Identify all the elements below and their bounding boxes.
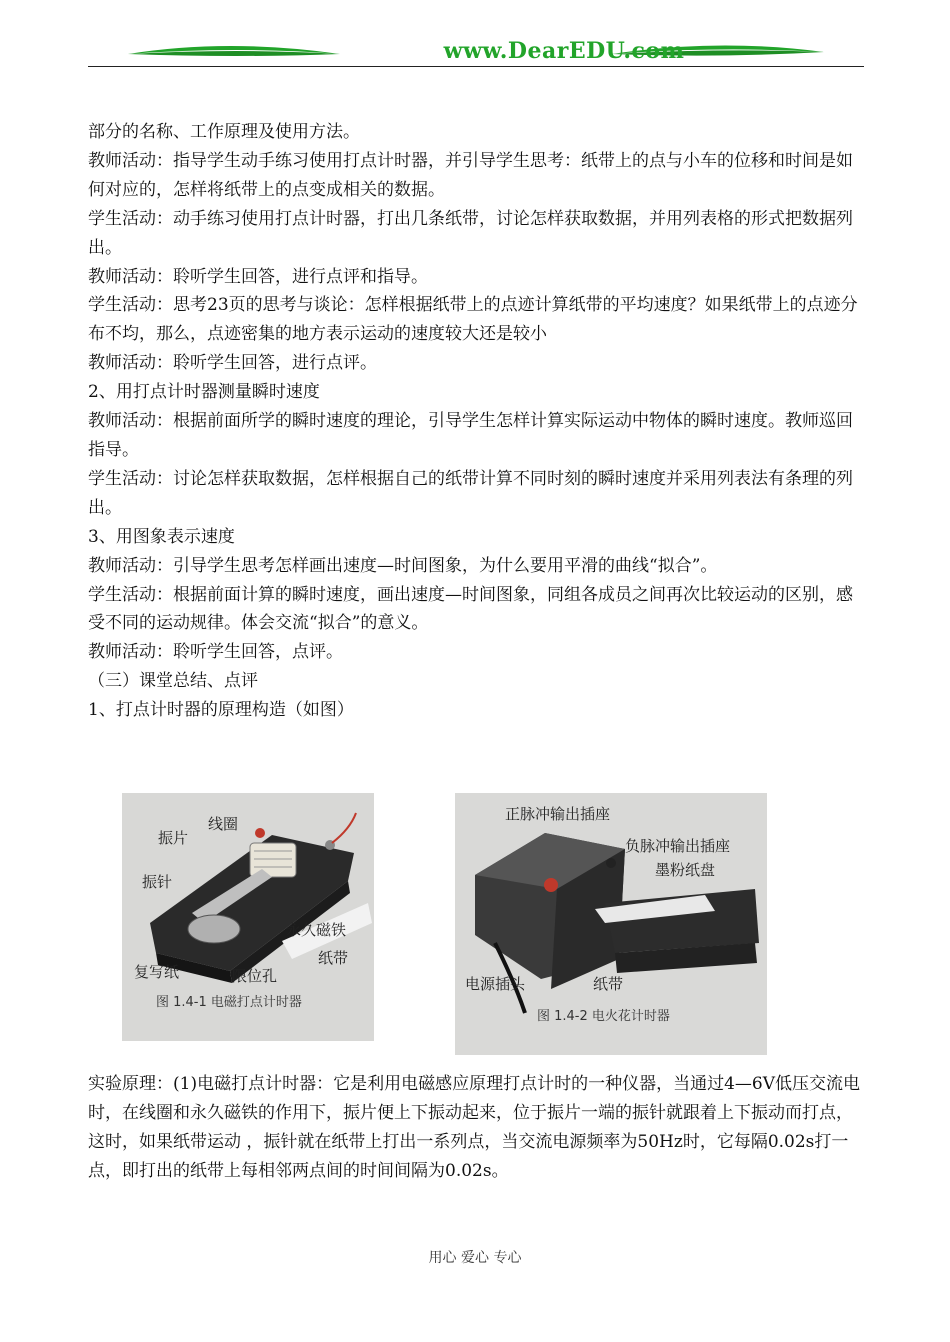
section-heading: 3、用图象表示速度: [88, 526, 235, 547]
paragraph: 学生活动：动手练习使用打点计时器，打出几条纸带，讨论怎样获取数据，并用列表格的形式把数据列出。: [88, 208, 853, 258]
header-divider: [88, 66, 864, 67]
paragraph: 教师活动：引导学生思考怎样画出速度—时间图象，为什么要用平滑的曲线“拟合”。: [88, 555, 718, 576]
section-heading: 1、打点计时器的原理构造（如图）: [88, 700, 354, 721]
figures-row: [0, 793, 950, 1055]
label-ink-disc: 墨粉纸盘: [655, 861, 716, 879]
figure-caption: 图 1.4-2 电火花计时器: [537, 1009, 670, 1024]
section-heading: 2、用打点计时器测量瞬时速度: [88, 382, 320, 403]
label-coil: 线圈: [208, 815, 239, 833]
site-name[interactable]: www.DearEDU.com: [443, 38, 685, 64]
label-plug: 电源插头: [465, 975, 526, 993]
figure-caption: 图 1.4-1 电磁打点计时器: [156, 995, 302, 1010]
figure-spark-timer: [455, 793, 767, 1055]
page-footer: 用心 爱心 专心: [428, 1250, 522, 1266]
label-magnet: 永久磁铁: [286, 921, 347, 939]
section-heading: （三）课堂总结、点评: [88, 671, 258, 692]
label-needle: 振针: [142, 873, 173, 891]
paragraph: 学生活动：思考23页的思考与谈论：怎样根据纸带上的点迹计算纸带的平均速度？如果纸带上的点迹分布不均，那么，点迹密集的地方表示运动的速度较大还是较小: [88, 295, 858, 345]
label-neg-socket: 负脉冲输出插座: [625, 837, 731, 855]
document-body: [88, 118, 866, 725]
label-tape: 纸带: [318, 949, 349, 967]
label-tape: 纸带: [593, 975, 624, 993]
label-limit-hole: 限位孔: [232, 967, 278, 985]
label-vibrating-plate: 振片: [158, 829, 189, 847]
paragraph: 教师活动：聆听学生回答，进行点评和指导。: [88, 266, 428, 287]
paragraph: 实验原理：(1)电磁打点计时器：它是利用电磁感应原理打点计时的一种仪器，当通过4—6V低压交流电时，在线圈和永久磁铁的作用下，振片便上下振动起来，位于振片一端的振针就跟着上下振动而打点，这时，如果纸带运动 ，振针就在纸带上打出一系列点，当交流电源频率为50Hz时，它每隔0.02s打一点，即打出的纸带上每相邻两点间的时间间隔为0.02s。: [88, 1074, 860, 1181]
paragraph: 教师活动：聆听学生回答，进行点评。: [88, 353, 377, 374]
header-banner: [88, 34, 864, 70]
paragraph: 部分的名称、工作原理及使用方法。: [88, 122, 360, 142]
figure-electromagnetic-timer: [122, 793, 374, 1041]
paragraph: 教师活动：根据前面所学的瞬时速度的理论，引导学生怎样计算实际运动中物体的瞬时速度。教师巡回指导。: [88, 411, 853, 460]
paragraph: 教师活动：聆听学生回答，点评。: [88, 642, 343, 663]
paragraph: 学生活动：讨论怎样获取数据，怎样根据自己的纸带计算不同时刻的瞬时速度并采用列表法有条理的列出。: [88, 468, 853, 518]
experiment-principle: [88, 1070, 866, 1186]
paragraph: 教师活动：指导学生动手练习使用打点计时器，并引导学生思考：纸带上的点与小车的位移和时间是如何对应的，怎样将纸带上的点变成相关的数据。: [88, 150, 853, 200]
label-carbon-paper: 复写纸: [134, 963, 180, 981]
paragraph: 学生活动：根据前面计算的瞬时速度，画出速度—时间图象，同组各成员之间再次比较运动的区别，感受不同的运动规律。体会交流“拟合”的意义。: [88, 584, 853, 634]
label-pos-socket: 正脉冲输出插座: [505, 805, 611, 823]
